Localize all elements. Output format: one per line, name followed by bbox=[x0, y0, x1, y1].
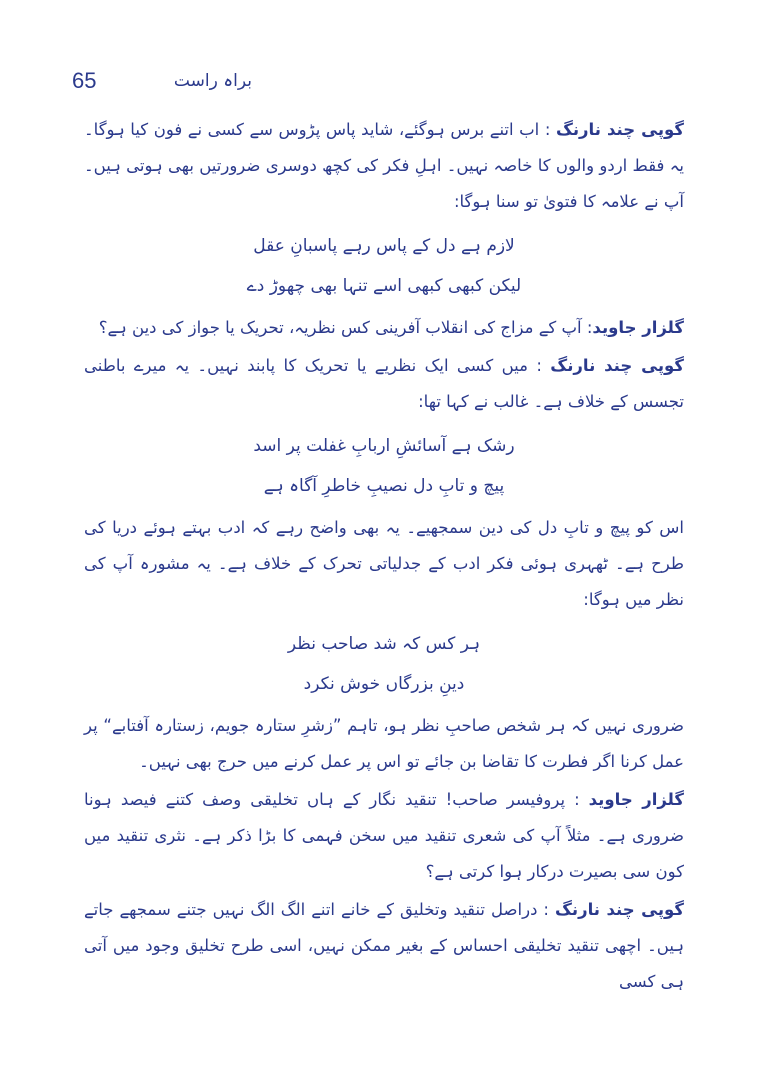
running-title: براہ راست bbox=[173, 71, 252, 91]
paragraph-7 bbox=[84, 892, 684, 1000]
paragraph-1 bbox=[84, 112, 684, 220]
paragraph-text: : میں کسی ایک نظریے یا تحریک کا پابند نہیں۔ یہ میرے باطنی تجسس کے خلاف ہے۔ غالب نے کہا تھا: bbox=[84, 356, 684, 411]
page-header bbox=[72, 68, 252, 102]
paragraph-text: : پروفیسر صاحب! تنقید نگار کے ہاں تخلیقی وصف کتنے فیصد ہونا ضروری ہے۔ مثلاً آپ کی شعری تنقید میں سخن فہمی کا بڑا ذکر ہے۔ نثری تنقید میں کون سی بصیرت درکار ہوا کرتی ہے؟ bbox=[84, 790, 684, 881]
speaker-name: گوپی چند نارنگ bbox=[555, 120, 685, 139]
verse-line: پیچ و تابِ دل نصیبِ خاطرِ آگاہ ہے bbox=[263, 476, 505, 496]
paragraph-3 bbox=[84, 348, 684, 420]
verse-line: لیکن کبھی کبھی اسے تنہا بھی چھوڑ دے bbox=[246, 276, 522, 296]
paragraph-4 bbox=[84, 510, 684, 618]
paragraph-text: ضروری نہیں کہ ہر شخص صاحبِ نظر ہو، تاہم ”زشرِ ستارہ جویم، زستارہ آفتابے“ پر عمل کرنا اگر فطرت کا تقاضا بن جائے تو اس پر عمل کرنے میں حرج بھی نہیں۔ bbox=[84, 716, 684, 771]
verse-1 bbox=[84, 226, 684, 306]
speaker-name: گلزار جاوید bbox=[592, 318, 684, 337]
speaker-name: گلزار جاوید bbox=[588, 790, 684, 809]
verse-line: لازم ہے دل کے پاس رہے پاسبانِ عقل bbox=[253, 236, 515, 256]
paragraph-text: اس کو پیچ و تابِ دل کی دین سمجھیے۔ یہ بھی واضح رہے کہ ادب بہتے ہوئے دریا کی طرح ہے۔ ٹھہری ہوئی فکر ادب کے جدلیاتی تحرک کے خلاف ہے۔ یہ مشورہ آپ کی نظر میں ہوگا: bbox=[84, 518, 684, 609]
paragraph-5 bbox=[84, 708, 684, 780]
paragraph-text: : آپ کے مزاج کی انقلاب آفرینی کس نظریہ، تحریک یا جواز کی دین ہے؟ bbox=[98, 318, 593, 337]
page-number: 65 bbox=[72, 68, 97, 93]
speaker-name: گوپی چند نارنگ bbox=[550, 356, 684, 375]
paragraph-6 bbox=[84, 782, 684, 890]
verse-line: دینِ بزرگاں خوش نکرد bbox=[303, 674, 465, 694]
paragraph-2 bbox=[84, 310, 684, 346]
verse-line: رشک ہے آسائشِ اربابِ غفلت پر اسد bbox=[253, 436, 515, 456]
paragraph-text: : دراصل تنقید وتخلیق کے خانے اتنے الگ الگ نہیں جتنے سمجھے جاتے ہیں۔ اچھی تنقید تخلیقی احساس کے بغیر ممکن نہیں، اسی طرح تخلیق وجود میں آتی ہی کسی bbox=[84, 900, 684, 991]
verse-line: ہر کس کہ شد صاحب نظر bbox=[287, 634, 481, 654]
speaker-name: گوپی چند نارنگ bbox=[555, 900, 684, 919]
verse-2 bbox=[84, 426, 684, 506]
paragraph-text: : اب اتنے برس ہوگئے، شاید پاس پڑوس سے کسی نے فون کیا ہوگا۔ یہ فقط اردو والوں کا خاصہ نہیں۔ اہلِ فکر کی کچھ دوسری ضرورتیں بھی ہوتی ہیں۔ آپ نے علامہ کا فتویٰ تو سنا ہوگا: bbox=[84, 120, 684, 211]
verse-3 bbox=[84, 624, 684, 704]
interview-text bbox=[84, 112, 684, 1002]
